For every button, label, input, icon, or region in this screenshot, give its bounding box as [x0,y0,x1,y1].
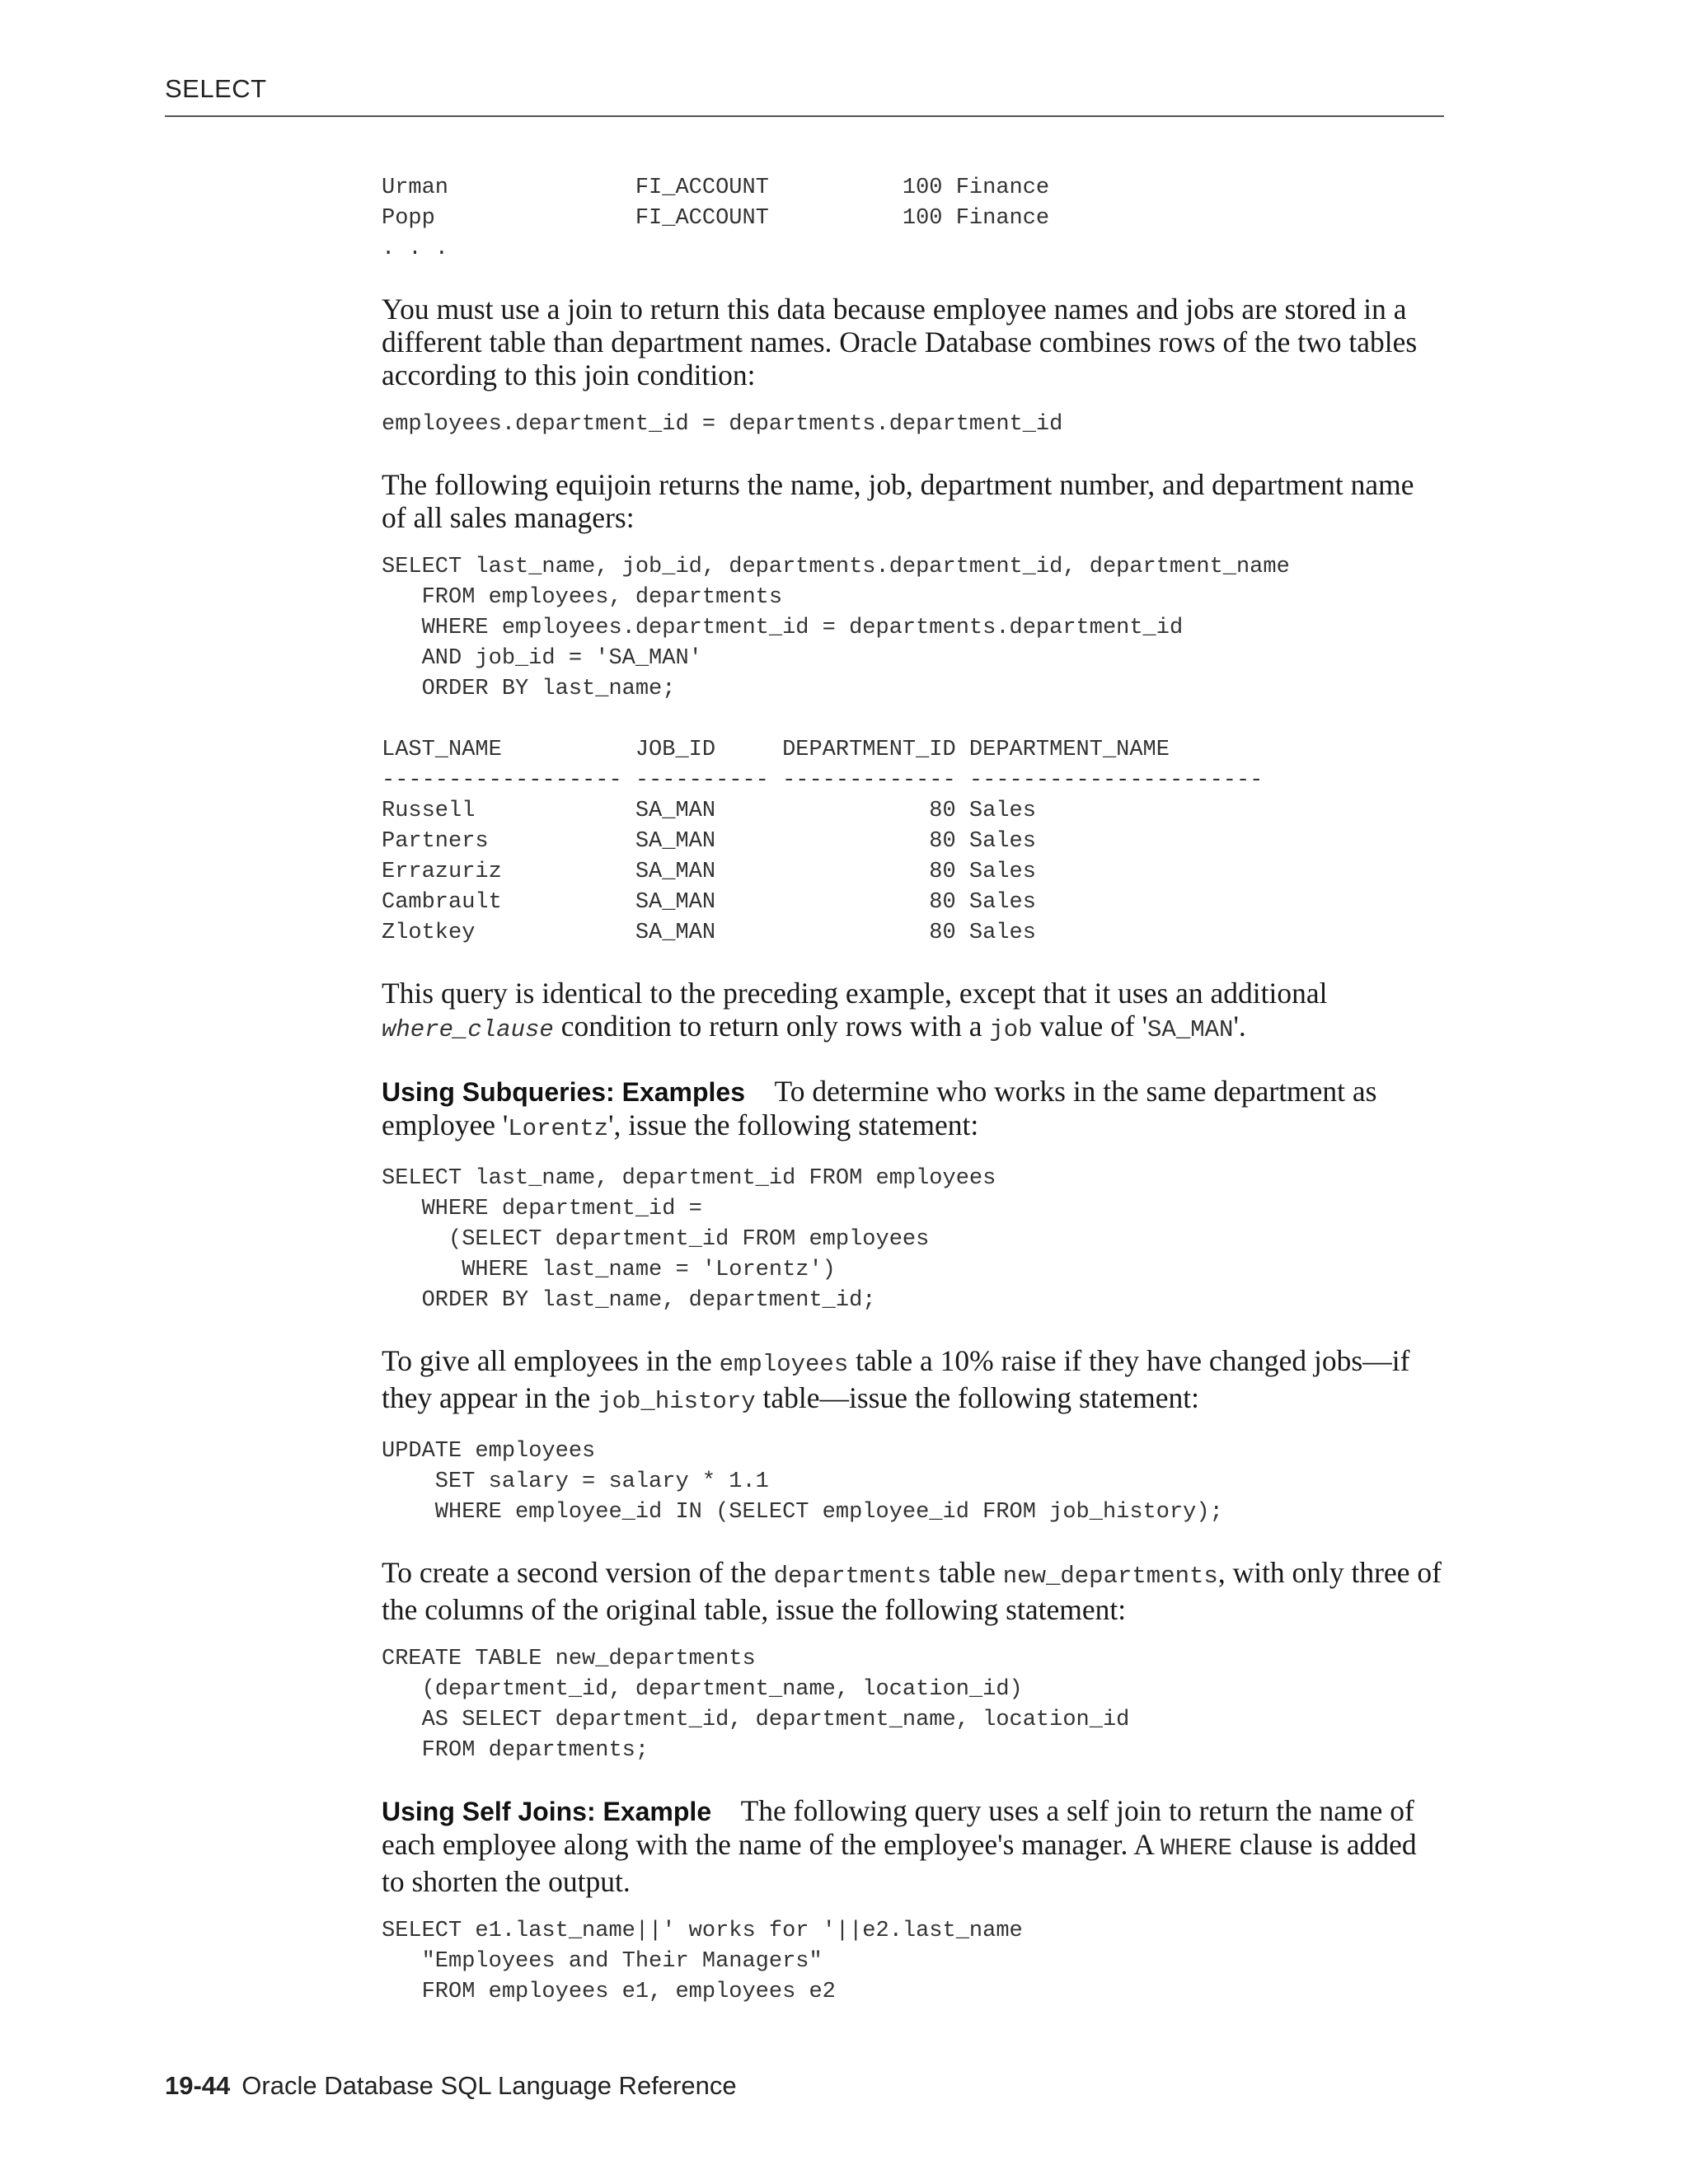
page-number: 19-44 [165,2071,231,2100]
book-title: Oracle Database SQL Language Reference [241,2071,737,2100]
inline-code-new-departments: new_departments [1002,1563,1218,1590]
paragraph-create-table [382,1556,1445,1626]
text-run: table—issue the following statement: [755,1381,1199,1414]
text-run: The following query uses a self join to return the name of each employee along with the name of the employee's manager. A [382,1794,1414,1861]
text-run: clause is added to shorten the output. [382,1828,1417,1898]
code-block-results-continued: Urman FI_ACCOUNT 100 Finance Popp FI_ACCOUNT 100 Finance . . . [382,176,1050,261]
inline-code-sa-man: SA_MAN [1147,1016,1234,1043]
runin-heading-subqueries: Using Subqueries: Examples [382,1077,746,1107]
running-header: SELECT [165,74,267,103]
paragraph-raise [382,1344,1445,1418]
text-run: This query is identical to the preceding example, except that it uses an additional [382,977,1328,1010]
inline-code-employees: employees [719,1351,849,1378]
text-run: table a 10% raise if they have changed jobs—if they appear in the [382,1344,1410,1414]
text-run: table [931,1556,1003,1589]
paragraph-query-identical [382,977,1445,1047]
code-block-subquery: SELECT last_name, department_id FROM employees WHERE department_id = (SELECT department_id FROM employees WHERE last_name = 'Lorentz') ORDER BY last_name, department_id; [382,1166,996,1313]
runin-heading-self-joins: Using Self Joins: Example [382,1797,712,1826]
inline-code-where-clause: where_clause [382,1016,554,1043]
inline-code-job: job [989,1016,1033,1043]
text-run: '. [1233,1010,1246,1043]
text-run: To create a second version of the [382,1556,774,1589]
paragraph-equijoin-intro: The following equijoin returns the name, job, department number, and department name of all sales managers: [382,468,1414,534]
header-rule [165,115,1444,117]
code-block-equijoin-query: SELECT last_name, job_id, departments.department_id, department_name FROM employees, departments WHERE employees.department_id = departments.department_id AND job_id = 'SA_MAN' ORDER BY last_name; [382,555,1290,701]
text-run: ', issue the following statement: [608,1108,979,1141]
text-run: , with only three of the columns of the original table, issue the following statement: [382,1556,1442,1626]
code-block-update: UPDATE employees SET salary = salary * 1.1 WHERE employee_id IN (SELECT employee_id FROM job_history); [382,1439,1223,1525]
inline-code-where: WHERE [1160,1835,1232,1862]
text-run: condition to return only rows with a [553,1010,990,1043]
paragraph-join-explanation: You must use a join to return this data because employee names and jobs are stored in a different table than department names. Oracle Database combines rows of the two tables according to this join condition: [382,293,1418,391]
inline-code-departments: departments [773,1563,932,1590]
paragraph-self-joins [382,1794,1445,1898]
code-block-join-condition: employees.department_id = departments.department_id [382,412,1063,437]
text-run: value of ' [1032,1010,1148,1043]
text-run: To determine who works in the same department as employee ' [382,1075,1377,1141]
page-body [382,173,1445,2008]
inline-code-job-history: job_history [598,1388,756,1415]
code-block-create-table: CREATE TABLE new_departments (department_id, department_name, location_id) AS SELECT department_id, department_name, location_id FROM departments; [382,1647,1130,1763]
code-block-equijoin-results: LAST_NAME JOB_ID DEPARTMENT_ID DEPARTMENT_NAME ------------------ ---------- ------------- ---------------------- Russell SA_MAN 80 Sales Partners SA_MAN 80 Sales Errazuriz SA_MAN 80 Sales Cambrault SA_MAN 80 Sales Zlotkey SA_MAN 80 Sales [382,738,1264,945]
page-footer [165,2071,737,2101]
text-run: To give all employees in the [382,1344,720,1377]
paragraph-subqueries [382,1075,1445,1146]
code-block-self-join: SELECT e1.last_name||' works for '||e2.last_name "Employees and Their Managers" FROM employees e1, employees e2 [382,1919,1023,2004]
inline-code-lorentz: Lorentz [508,1115,609,1142]
